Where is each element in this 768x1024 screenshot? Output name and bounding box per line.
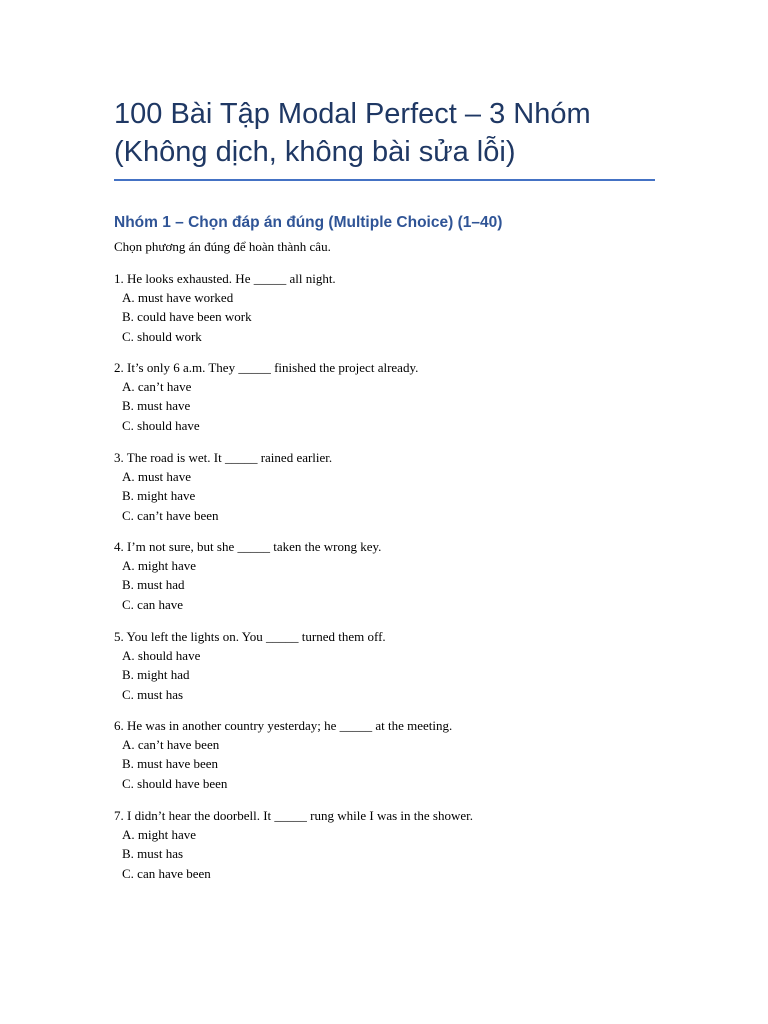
question-2 — [114, 358, 674, 435]
question-stem: 6. He was in another country yesterday; he _____ at the meeting. — [114, 718, 453, 733]
title-underline-rule — [114, 179, 655, 181]
question-7 — [114, 806, 674, 883]
answer-option-b: B. might have — [122, 488, 196, 504]
answer-option-b: B. must had — [122, 577, 185, 593]
answer-option-c: C. should have been — [122, 775, 228, 791]
question-stem: 4. I’m not sure, but she _____ taken the wrong key. — [114, 539, 382, 554]
document-title: 100 Bài Tập Modal Perfect – 3 Nhóm (Không dịch, không bài sửa lỗi) — [114, 98, 591, 168]
question-3 — [114, 448, 674, 525]
answer-option-a: A. might have — [122, 558, 197, 573]
answer-option-a: A. should have — [122, 648, 201, 663]
answer-option-b: B. might had — [122, 667, 190, 683]
answer-option-a: A. can’t have been — [122, 737, 220, 752]
question-6 — [114, 716, 674, 793]
answer-option-c: C. can have — [122, 596, 184, 612]
answer-option-c: C. should have — [122, 417, 200, 433]
answer-option-b: B. must have been — [122, 756, 219, 772]
question-1 — [114, 269, 674, 346]
answer-option-a: A. might have — [122, 827, 197, 842]
question-stem: 5. You left the lights on. You _____ turned them off. — [114, 629, 386, 644]
answer-option-c: C. can have been — [122, 865, 211, 881]
answer-option-c: C. should work — [122, 328, 202, 344]
question-stem: 3. The road is wet. It _____ rained earlier. — [114, 450, 333, 465]
answer-option-b: B. must have — [122, 398, 191, 414]
question-stem: 2. It’s only 6 a.m. They _____ finished the project already. — [114, 360, 419, 375]
question-4 — [114, 537, 674, 614]
question-stem: 1. He looks exhausted. He _____ all night. — [114, 271, 336, 286]
section-heading: Nhóm 1 – Chọn đáp án đúng (Multiple Choice) (1–40) — [114, 214, 503, 231]
answer-option-b: B. could have been work — [122, 309, 252, 325]
answer-option-b: B. must has — [122, 846, 184, 862]
answer-option-c: C. can’t have been — [122, 507, 219, 523]
instruction-text: Chọn phương án đúng để hoàn thành câu. — [114, 239, 331, 254]
question-5 — [114, 627, 674, 704]
answer-option-a: A. must have worked — [122, 290, 234, 305]
answer-option-a: A. can’t have — [122, 379, 192, 394]
answer-option-c: C. must has — [122, 686, 184, 702]
question-stem: 7. I didn’t hear the doorbell. It _____ rung while I was in the shower. — [114, 808, 473, 823]
answer-option-a: A. must have — [122, 469, 191, 484]
